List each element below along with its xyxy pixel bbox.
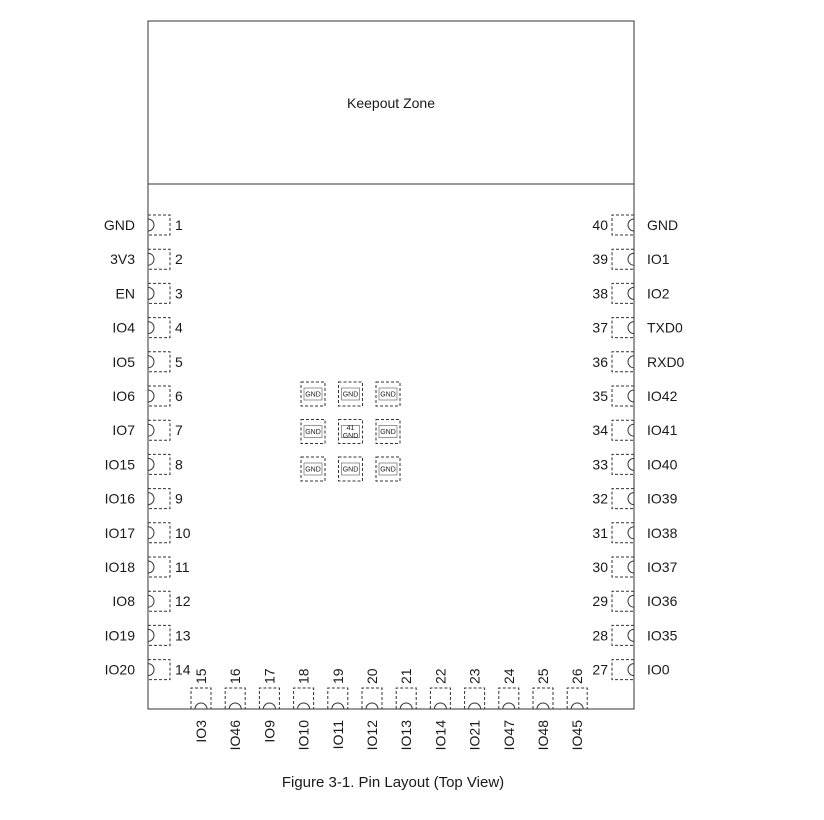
pad-outline xyxy=(612,283,634,303)
castellation-notch xyxy=(332,703,344,709)
castellation-notch xyxy=(148,390,154,402)
pin-number: 37 xyxy=(592,319,608,336)
pad-outline xyxy=(612,215,634,235)
pad-outline xyxy=(567,688,587,709)
right-pin-37 xyxy=(592,318,683,338)
castellation-notch xyxy=(148,493,154,505)
center-pad xyxy=(376,457,400,481)
castellation-notch xyxy=(628,390,634,402)
center-ground-pads xyxy=(301,382,400,481)
center-pad xyxy=(301,420,325,444)
pin-name: IO6 xyxy=(112,388,135,404)
keepout-zone-label: Keepout Zone xyxy=(347,95,435,111)
pin-name: IO13 xyxy=(398,720,415,751)
pad-outline xyxy=(362,688,382,709)
pin-number: 5 xyxy=(175,353,183,370)
pin-name: TXD0 xyxy=(647,319,683,336)
pin-name: IO15 xyxy=(104,456,135,473)
pad-outline xyxy=(612,420,634,440)
pin-number: 19 xyxy=(329,668,346,684)
castellation-notch xyxy=(628,424,634,436)
castellation-notch xyxy=(628,287,634,299)
pad-outline xyxy=(612,318,634,338)
castellation-notch xyxy=(148,561,154,573)
pin-number: 6 xyxy=(175,388,183,404)
castellation-notch xyxy=(628,356,634,368)
right-pin-38 xyxy=(592,283,669,303)
pin-number: 35 xyxy=(592,388,608,404)
pad-outline xyxy=(148,249,170,269)
right-pin-30 xyxy=(592,557,677,577)
castellation-notch xyxy=(148,458,154,470)
pin-number: 7 xyxy=(175,422,183,439)
pin-number: 34 xyxy=(592,422,608,439)
pin-number: 11 xyxy=(175,559,190,575)
pad-label: GND xyxy=(305,466,321,474)
pad-outline xyxy=(148,591,170,611)
pin-number: 40 xyxy=(592,217,608,233)
pin-number: 17 xyxy=(261,668,278,684)
castellation-notch xyxy=(628,629,634,641)
module-outline xyxy=(148,21,634,709)
castellation-notch xyxy=(537,703,549,709)
right-pin-28 xyxy=(592,625,677,645)
pad-outline xyxy=(612,489,634,509)
pin-name: EN xyxy=(115,285,135,302)
castellation-notch xyxy=(148,322,154,334)
pad-label: GND xyxy=(380,429,396,436)
pad-outline xyxy=(612,557,634,577)
pin-number: 21 xyxy=(398,668,415,684)
pad-label: GND xyxy=(305,391,321,399)
center-pad xyxy=(339,457,363,481)
pad-outline xyxy=(148,386,170,406)
right-pin-40 xyxy=(592,215,678,235)
pin-number: 14 xyxy=(175,661,191,678)
pin-number: 15 xyxy=(193,668,209,684)
pad-outline xyxy=(148,352,170,372)
pad-outline xyxy=(612,352,634,372)
center-pad xyxy=(339,420,363,444)
castellation-notch xyxy=(148,219,154,231)
pin-number: 12 xyxy=(175,593,191,610)
pin-name: IO4 xyxy=(112,319,135,336)
pin-name: RXD0 xyxy=(647,353,685,370)
left-pin-9 xyxy=(105,489,183,509)
pin-number: 18 xyxy=(295,668,312,684)
pad-outline xyxy=(612,660,634,680)
pin-name: IO41 xyxy=(647,422,678,439)
pin-number: 4 xyxy=(175,319,183,336)
pin-number: 32 xyxy=(592,490,608,507)
castellation-notch xyxy=(229,703,241,709)
pad-outline xyxy=(612,625,634,645)
pin-name: IO46 xyxy=(227,720,244,751)
pin-number: 3 xyxy=(175,285,183,302)
center-pad xyxy=(301,382,325,406)
pad-outline xyxy=(396,688,416,709)
pin-name: IO2 xyxy=(647,285,670,302)
left-pin-11 xyxy=(105,557,190,577)
figure-caption: Figure 3-1. Pin Layout (Top View) xyxy=(281,774,505,791)
pin-name: IO0 xyxy=(647,661,670,678)
pin-number: 27 xyxy=(592,661,608,678)
pin-number: 25 xyxy=(535,668,551,684)
pin-number: 24 xyxy=(500,668,517,684)
pin-number: 2 xyxy=(175,251,183,268)
right-pin-32 xyxy=(592,489,677,509)
pad-outline xyxy=(148,454,170,474)
left-pin-8 xyxy=(105,454,183,474)
castellation-notch xyxy=(148,527,154,539)
pad-outline xyxy=(612,523,634,543)
pad-outline xyxy=(225,688,245,709)
bottom-pin-15 xyxy=(191,668,211,742)
pad-label: GND xyxy=(342,466,359,474)
pin-name: IO9 xyxy=(261,720,278,743)
castellation-notch xyxy=(628,493,634,505)
castellation-notch xyxy=(148,595,154,607)
pad-outline xyxy=(148,489,170,509)
pin-name: IO20 xyxy=(104,661,135,678)
pad-outline xyxy=(328,688,348,709)
pin-name: IO17 xyxy=(104,524,135,541)
pin-number: 36 xyxy=(592,353,608,370)
right-pin-36 xyxy=(592,352,684,372)
pin-name: IO21 xyxy=(466,720,483,751)
right-pin-29 xyxy=(592,591,677,611)
pad-outline xyxy=(148,557,170,577)
pin-number: 31 xyxy=(592,524,608,541)
right-pin-39 xyxy=(592,249,669,269)
pin-number: 13 xyxy=(175,627,191,644)
pin-name: IO42 xyxy=(647,388,678,404)
center-pad xyxy=(376,420,400,444)
pin-number: 26 xyxy=(569,668,586,684)
castellation-notch xyxy=(195,703,207,709)
pin-number: 10 xyxy=(175,524,191,541)
pin-number: 16 xyxy=(227,668,244,684)
pin-name: IO40 xyxy=(647,456,678,473)
pin-number: 22 xyxy=(432,668,449,684)
pad-label: GND xyxy=(342,391,359,399)
pin-name: IO8 xyxy=(112,593,135,610)
pin-name: 3V3 xyxy=(110,251,135,268)
pad-outline xyxy=(612,249,634,269)
pad-outline xyxy=(191,688,211,709)
pin-name: IO11 xyxy=(329,720,346,750)
castellation-notch xyxy=(628,322,634,334)
castellation-notch xyxy=(366,703,378,709)
castellation-notch xyxy=(148,629,154,641)
pad-label: GND xyxy=(342,433,359,440)
pad-outline xyxy=(430,688,450,709)
center-pad xyxy=(339,382,363,406)
center-pad xyxy=(301,457,325,481)
right-pin-27 xyxy=(592,660,669,680)
pin-number: 9 xyxy=(175,490,183,507)
castellation-notch xyxy=(571,703,583,709)
pin-number: 28 xyxy=(592,627,608,644)
left-pin-column xyxy=(104,215,191,680)
pad-outline xyxy=(612,386,634,406)
pin-name: GND xyxy=(647,217,679,233)
pad-outline xyxy=(533,688,553,709)
left-pin-2 xyxy=(110,249,183,269)
pin-number: 8 xyxy=(175,456,183,473)
castellation-notch xyxy=(148,356,154,368)
pad-outline xyxy=(499,688,519,709)
pad-label: GND xyxy=(305,429,321,436)
right-pin-34 xyxy=(592,420,677,440)
castellation-notch xyxy=(148,664,154,676)
pad-outline xyxy=(148,523,170,543)
pad-outline xyxy=(612,591,634,611)
right-pin-33 xyxy=(592,454,677,474)
pin-name: IO5 xyxy=(112,353,135,370)
center-pad xyxy=(376,382,400,406)
pad-outline xyxy=(612,454,634,474)
pin-name: IO10 xyxy=(295,720,312,751)
pad-outline xyxy=(259,688,279,709)
left-pin-12 xyxy=(112,591,190,611)
castellation-notch xyxy=(148,253,154,265)
pin-number: 29 xyxy=(592,593,608,610)
castellation-notch xyxy=(263,703,275,709)
castellation-notch xyxy=(628,595,634,607)
pin-name: IO38 xyxy=(647,524,678,541)
castellation-notch xyxy=(628,664,634,676)
pin-name: IO39 xyxy=(647,490,678,507)
pin-name: IO12 xyxy=(364,720,380,751)
pad-label: GND xyxy=(380,466,396,474)
pin-name: IO16 xyxy=(104,490,135,507)
bottom-pin-17 xyxy=(259,668,279,742)
pad-outline xyxy=(148,215,170,235)
pad-outline xyxy=(148,283,170,303)
right-pin-column xyxy=(592,215,684,680)
pin-name: GND xyxy=(103,217,135,233)
pin-name: IO48 xyxy=(535,720,551,751)
left-pin-3 xyxy=(116,283,183,303)
castellation-notch xyxy=(148,424,154,436)
pin-number: 38 xyxy=(592,285,608,302)
left-pin-1 xyxy=(104,215,183,235)
castellation-notch xyxy=(503,703,515,709)
pad-label: 41 xyxy=(346,425,355,432)
pin-name: IO1 xyxy=(647,251,670,268)
pin-number: 1 xyxy=(175,217,183,233)
castellation-notch xyxy=(148,287,154,299)
pad-outline xyxy=(294,688,314,709)
pin-name: IO14 xyxy=(432,720,449,751)
pin-number: 30 xyxy=(592,559,608,575)
castellation-notch xyxy=(628,219,634,231)
castellation-notch xyxy=(298,703,310,709)
pin-number: 20 xyxy=(364,668,380,684)
pin-number: 23 xyxy=(466,668,483,684)
pin-name: IO36 xyxy=(647,593,678,610)
pin-name: IO7 xyxy=(112,422,135,439)
castellation-notch xyxy=(628,527,634,539)
castellation-notch xyxy=(469,703,481,709)
castellation-notch xyxy=(628,561,634,573)
pin-name: IO19 xyxy=(104,627,135,644)
pin-name: IO45 xyxy=(569,720,586,751)
castellation-notch xyxy=(628,253,634,265)
pad-outline xyxy=(465,688,485,709)
right-pin-31 xyxy=(592,523,677,543)
pin-number: 33 xyxy=(592,456,608,473)
pin-name: IO37 xyxy=(647,559,678,575)
pad-outline xyxy=(148,660,170,680)
pin-name: IO3 xyxy=(193,720,209,743)
right-pin-35 xyxy=(592,386,677,406)
pad-outline xyxy=(148,625,170,645)
pad-outline xyxy=(148,318,170,338)
pad-label: GND xyxy=(380,391,396,399)
pad-outline xyxy=(148,420,170,440)
pin-name: IO35 xyxy=(647,627,678,644)
pin-name: IO18 xyxy=(104,559,135,575)
castellation-notch xyxy=(400,703,412,709)
castellation-notch xyxy=(434,703,446,709)
pin-name: IO47 xyxy=(500,720,517,751)
castellation-notch xyxy=(628,458,634,470)
pin-number: 39 xyxy=(592,251,608,268)
